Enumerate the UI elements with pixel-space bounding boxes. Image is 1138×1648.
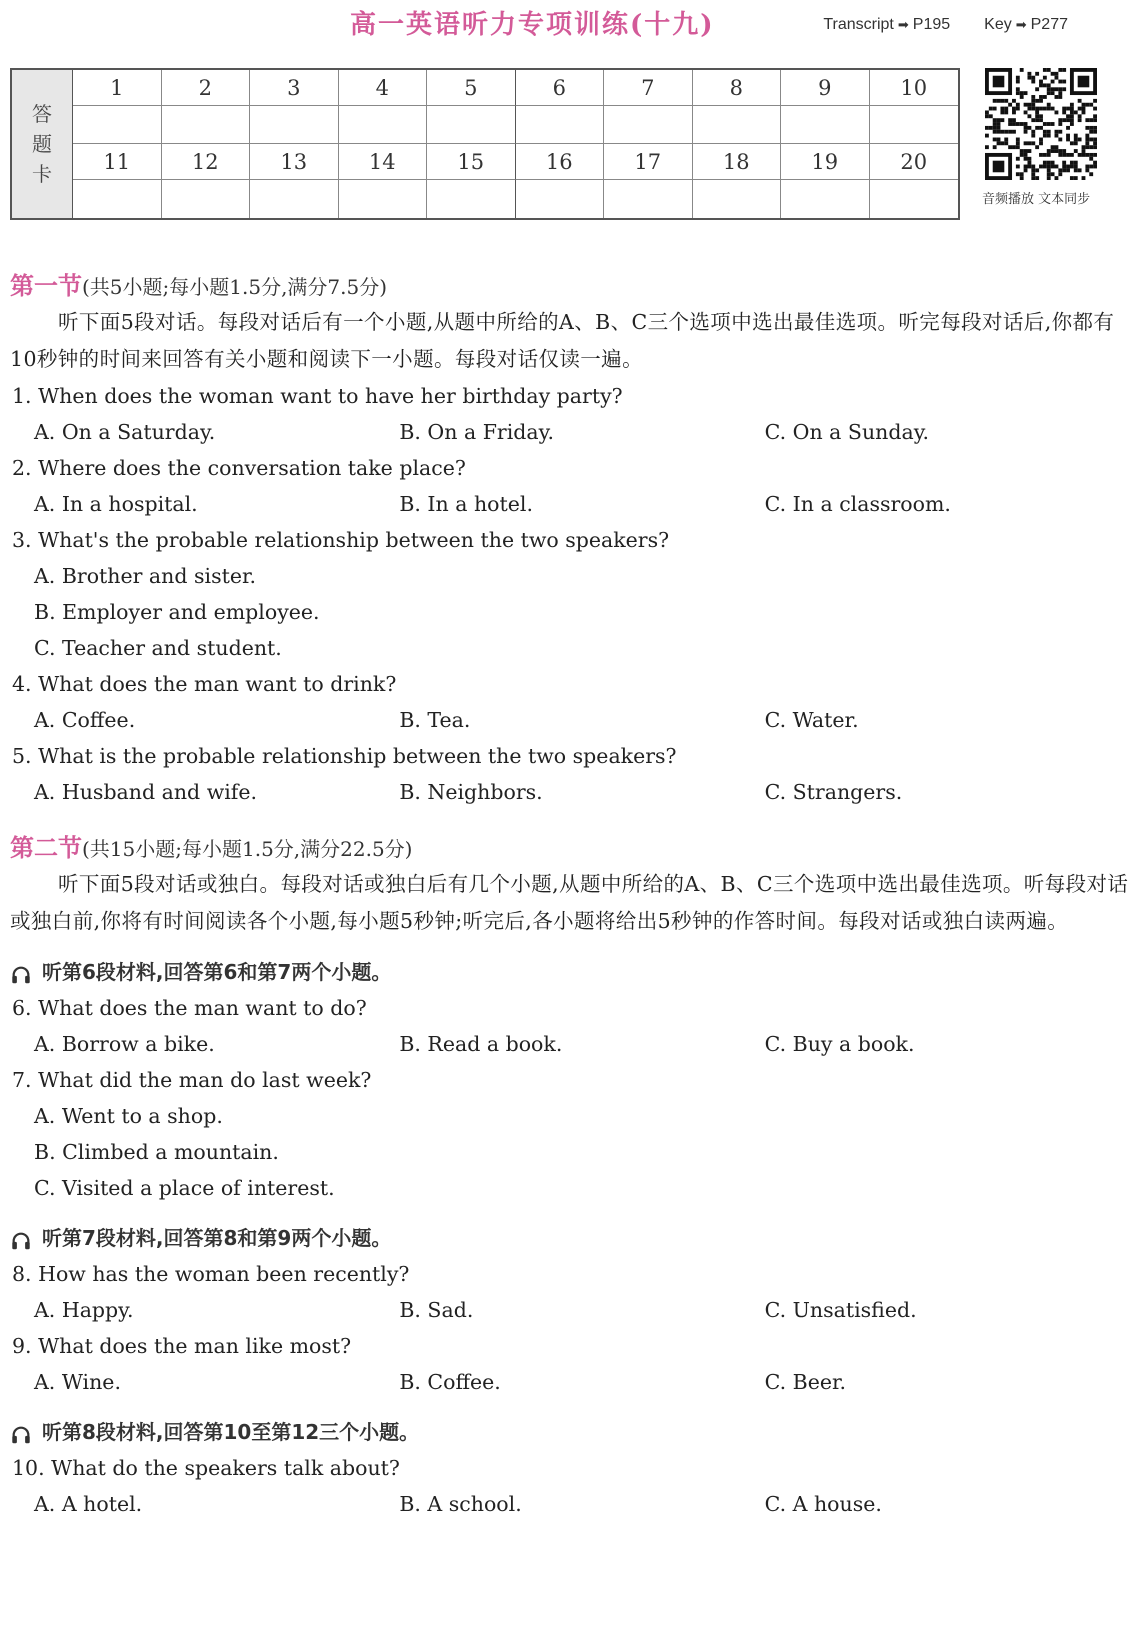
answer-card-blank[interactable] [781,180,870,218]
answer-card-number: 8 [693,70,782,106]
answer-option[interactable]: C. In a classroom. [764,492,951,516]
answer-card-number: 20 [870,144,959,180]
answer-card-number: 12 [162,144,251,180]
answer-card-number: 13 [250,144,339,180]
answer-card-number: 17 [604,144,693,180]
answer-option[interactable]: B. Sad. [399,1298,474,1322]
answer-card-blank[interactable] [516,180,605,218]
answer-card-blank[interactable] [250,180,339,218]
answer-card-number: 9 [781,70,870,106]
key-page: P277 [1030,16,1068,33]
key-ref[interactable] [984,16,1068,34]
answer-grid [73,70,958,218]
answer-option[interactable]: B. On a Friday. [399,420,554,444]
answer-card-blank[interactable] [162,106,251,144]
answer-option[interactable]: C. Teacher and student. [34,636,282,660]
answer-option[interactable]: A. In a hospital. [34,492,198,516]
listening-segment [10,954,1130,1206]
answer-card-blank[interactable] [427,180,516,218]
answer-option[interactable]: B. Neighbors. [399,780,543,804]
section2-segments [10,954,1130,1522]
answer-option[interactable]: C. On a Sunday. [764,420,930,444]
headphones-icon [10,961,32,983]
key-label: Key [984,16,1012,33]
section2-heading: 第二节(共15小题;每小题1.5分,满分22.5分) [10,834,413,862]
option-row [10,1292,1130,1328]
answer-card-blank[interactable] [250,106,339,144]
answer-card-number: 15 [427,144,516,180]
answer-card-number: 1 [73,70,162,106]
answer-card-number: 19 [781,144,870,180]
answer-option[interactable]: A. Husband and wife. [34,780,258,804]
question-text: 7. What did the man do last week? [12,1068,372,1092]
answer-card-blank[interactable] [73,180,162,218]
listening-segment [10,1414,1130,1522]
answer-option[interactable]: B. In a hotel. [399,492,533,516]
answer-card-blank[interactable] [73,106,162,144]
option-row [10,414,1130,450]
transcript-page: P195 [912,16,951,33]
option-row [10,1486,1130,1522]
section1-heading: 第一节(共5小题;每小题1.5分,满分7.5分) [10,272,388,300]
question-text: 1. When does the woman want to have her birthday party? [12,384,623,408]
answer-option[interactable]: B. Read a book. [399,1032,563,1056]
question-text: 4. What does the man want to drink? [12,672,397,696]
answer-option[interactable]: C. Unsatisfied. [764,1298,917,1322]
segment-title: 听第7段材料,回答第8和第9两个小题。 [42,1226,392,1250]
answer-option[interactable]: B. Climbed a mountain. [34,1140,279,1164]
question-text: 2. Where does the conversation take place? [12,456,466,480]
answer-option[interactable]: C. Buy a book. [764,1032,915,1056]
answer-card-label: 答 题 卡 [12,70,73,218]
answer-card-number: 3 [250,70,339,106]
answer-card-number: 11 [73,144,162,180]
answer-card-number: 4 [339,70,428,106]
listening-segment [10,1220,1130,1400]
segment-title: 听第6段材料,回答第6和第7两个小题。 [42,960,392,984]
answer-card-blank[interactable] [870,180,959,218]
answer-option[interactable]: B. A school. [399,1492,522,1516]
question-text: 9. What does the man like most? [12,1334,352,1358]
answer-card-number: 2 [162,70,251,106]
answer-card-blank[interactable] [516,106,605,144]
segment-heading [10,1220,1130,1256]
answer-option[interactable]: A. Borrow a bike. [34,1032,215,1056]
question-text: 5. What is the probable relationship between the two speakers? [12,744,677,768]
transcript-ref[interactable] [823,16,950,34]
qr-code-icon[interactable] [985,68,1097,180]
answer-card-blank[interactable] [693,180,782,218]
answer-card-blank[interactable] [339,106,428,144]
answer-option[interactable]: B. Tea. [399,708,471,732]
answer-card-number: 5 [427,70,516,106]
arrow-right-icon: ➡ [897,17,909,32]
answer-option[interactable]: C. Strangers. [764,780,903,804]
answer-option[interactable]: B. Coffee. [399,1370,501,1394]
answer-card-number: 7 [604,70,693,106]
headphones-icon [10,1227,32,1249]
question-text: 6. What does the man want to do? [12,996,367,1020]
answer-option[interactable]: C. Water. [764,708,859,732]
arrow-right-icon: ➡ [1015,17,1027,32]
answer-card-number: 10 [870,70,959,106]
answer-option[interactable]: A. Wine. [34,1370,121,1394]
answer-option[interactable]: C. Visited a place of interest. [34,1176,335,1200]
answer-card-blank[interactable] [427,106,516,144]
answer-card-blank[interactable] [604,106,693,144]
headphones-icon [10,1421,32,1443]
answer-option[interactable]: B. Employer and employee. [34,600,320,624]
answer-option[interactable]: A. A hotel. [34,1492,143,1516]
answer-card-blank[interactable] [604,180,693,218]
section2-instructions: 听下面5段对话或独白。每段对话或独白后有几个小题,从题中所给的A、B、C三个选项中选出最佳选项。听每段对话或独白前,你将有时间阅读各个小题,每小题5秒钟;听完后,各小题将给出5秒钟的作答时间。每段对话或独白读两遍。 [10,872,1129,933]
answer-option[interactable]: A. Coffee. [34,708,136,732]
option-row [10,1026,1130,1062]
answer-card-number: 16 [516,144,605,180]
option-row [10,1364,1130,1400]
answer-card-number: 18 [693,144,782,180]
segment-title: 听第8段材料,回答第10至第12三个小题。 [42,1420,420,1444]
answer-card-blank[interactable] [870,106,959,144]
question-text: 8. How has the woman been recently? [12,1262,410,1286]
segment-heading [10,954,1130,990]
answer-option[interactable]: A. Brother and sister. [34,564,257,588]
answer-option[interactable]: C. A house. [764,1492,882,1516]
section1-instructions: 听下面5段对话。每段对话后有一个小题,从题中所给的A、B、C三个选项中选出最佳选项。听完每段对话后,你都有10秒钟的时间来回答有关小题和阅读下一小题。每段对话仅读一遍。 [10,310,1115,371]
qr-caption: 音频播放 文本同步 [982,192,1091,207]
content [10,268,1130,1522]
transcript-label: Transcript [823,16,894,33]
question-text: 10. What do the speakers talk about? [12,1456,400,1480]
answer-card-number: 6 [516,70,605,106]
page-title: 高一英语听力专项训练(十九) [350,10,715,40]
answer-card-blank[interactable] [693,106,782,144]
answer-card-blank[interactable] [162,180,251,218]
section1-questions [10,378,1130,810]
answer-option[interactable]: A. Went to a shop. [34,1104,223,1128]
answer-card-blank[interactable] [339,180,428,218]
answer-card-blank[interactable] [781,106,870,144]
option-row [10,702,1130,738]
option-row [10,486,1130,522]
answer-option[interactable]: C. Beer. [764,1370,847,1394]
answer-card-number: 14 [339,144,428,180]
option-row [10,774,1130,810]
answer-option[interactable]: A. Happy. [34,1298,134,1322]
page-references [823,16,1068,34]
segment-heading [10,1414,1130,1450]
question-text: 3. What's the probable relationship between the two speakers? [12,528,670,552]
answer-card [10,68,960,220]
answer-option[interactable]: A. On a Saturday. [34,420,216,444]
